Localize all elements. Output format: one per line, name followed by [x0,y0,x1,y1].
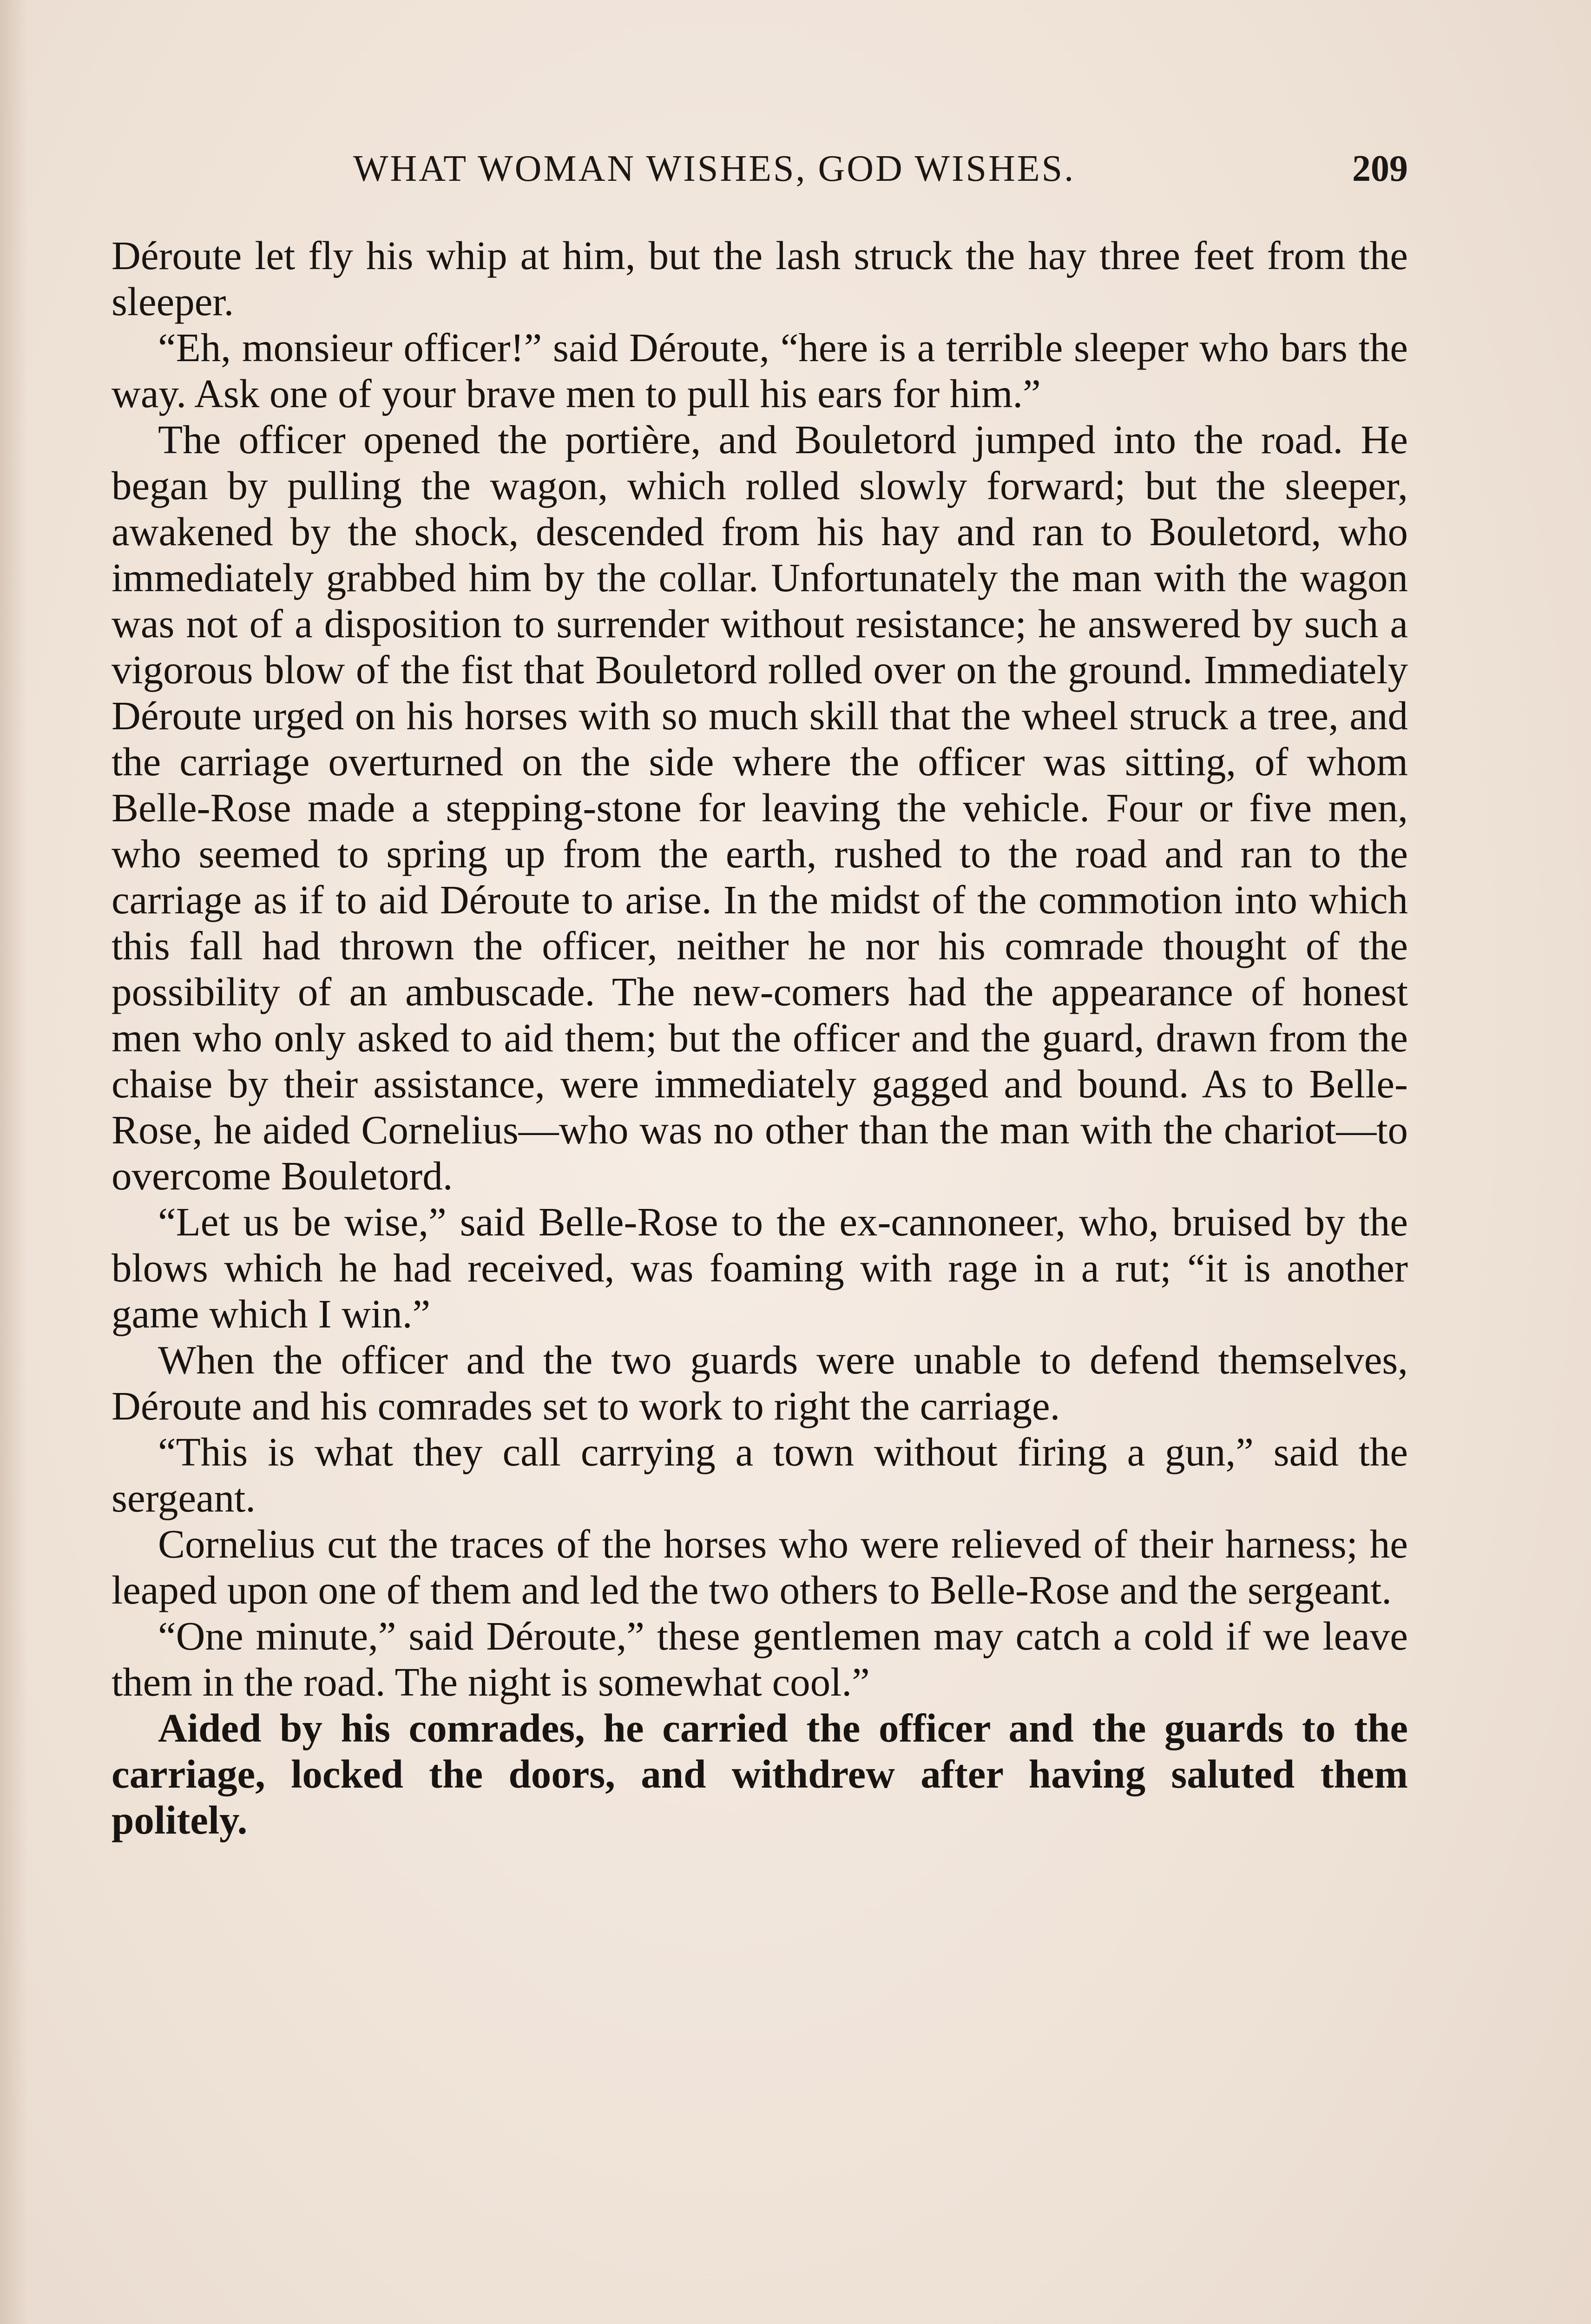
page-header [112,148,1408,194]
paragraph: “This is what they call carrying a town without firing a gun,” said the sergeant. [112,1429,1408,1520]
paragraph: Déroute let fly his whip at him, but the lash struck the hay three feet from the sleeper. [112,233,1408,324]
paragraph: When the officer and the two guards were unable to defend themselves, Déroute and his comrades set to work to right the carriage. [112,1337,1408,1428]
page-number: 209 [1352,148,1408,189]
page-gutter-shadow [0,0,28,2324]
paragraph: “Eh, monsieur officer!” said Déroute, “here is a terrible sleeper who bars the way. Ask one of your brave men to pull his ears for him.” [112,325,1408,416]
paragraph: Aided by his comrades, he carried the officer and the guards to the carriage, locked the doors, and withdrew after having saluted them politely. [112,1705,1408,1842]
paragraph: “Let us be wise,” said Belle-Rose to the ex-cannoneer, who, bruised by the blows which he had received, was foaming with rage in a rut; “it is another game which I win.” [112,1199,1408,1336]
paragraph: The officer opened the portière, and Bouletord jumped into the road. He began by pulling the wagon, which rolled slowly forward; but the sleeper, awakened by the shock, descended from his hay and ran to Bouletord, who immediately grabbed him by the collar. Unfortunately the man with the wagon was not of a disposition to surrender without resistance; he answered by such a vigorous blow of the fist that Bouletord rolled over on the ground. Immediately Déroute urged on his horses with so much skill that the wheel struck a tree, and the carriage overturned on the side where the officer was sitting, of whom Belle-Rose made a stepping-stone for leaving the vehicle. Four or five men, who seemed to spring up from the earth, rushed to the road and ran to the carriage as if to aid Déroute to arise. In the midst of the commotion into which this fall had thrown the officer, neither he nor his comrade thought of the possibility of an ambuscade. The new-comers had the appearance of honest men who only asked to aid them; but the officer and the guard, drawn from the chaise by their assistance, were immediately gagged and bound. As to Belle-Rose, he aided Cornelius—who was no other than the man with the chariot—to overcome Bouletord. [112,417,1408,1198]
paragraph: Cornelius cut the traces of the horses who were relieved of their harness; he leaped upon one of them and led the two others to Belle-Rose and the sergeant. [112,1521,1408,1612]
page-body [112,232,1408,1843]
paragraph: “One minute,” said Déroute,” these gentlemen may catch a cold if we leave them in the road. The night is somewhat cool.” [112,1613,1408,1704]
running-head: WHAT WOMAN WISHES, GOD WISHES. [353,148,1076,189]
